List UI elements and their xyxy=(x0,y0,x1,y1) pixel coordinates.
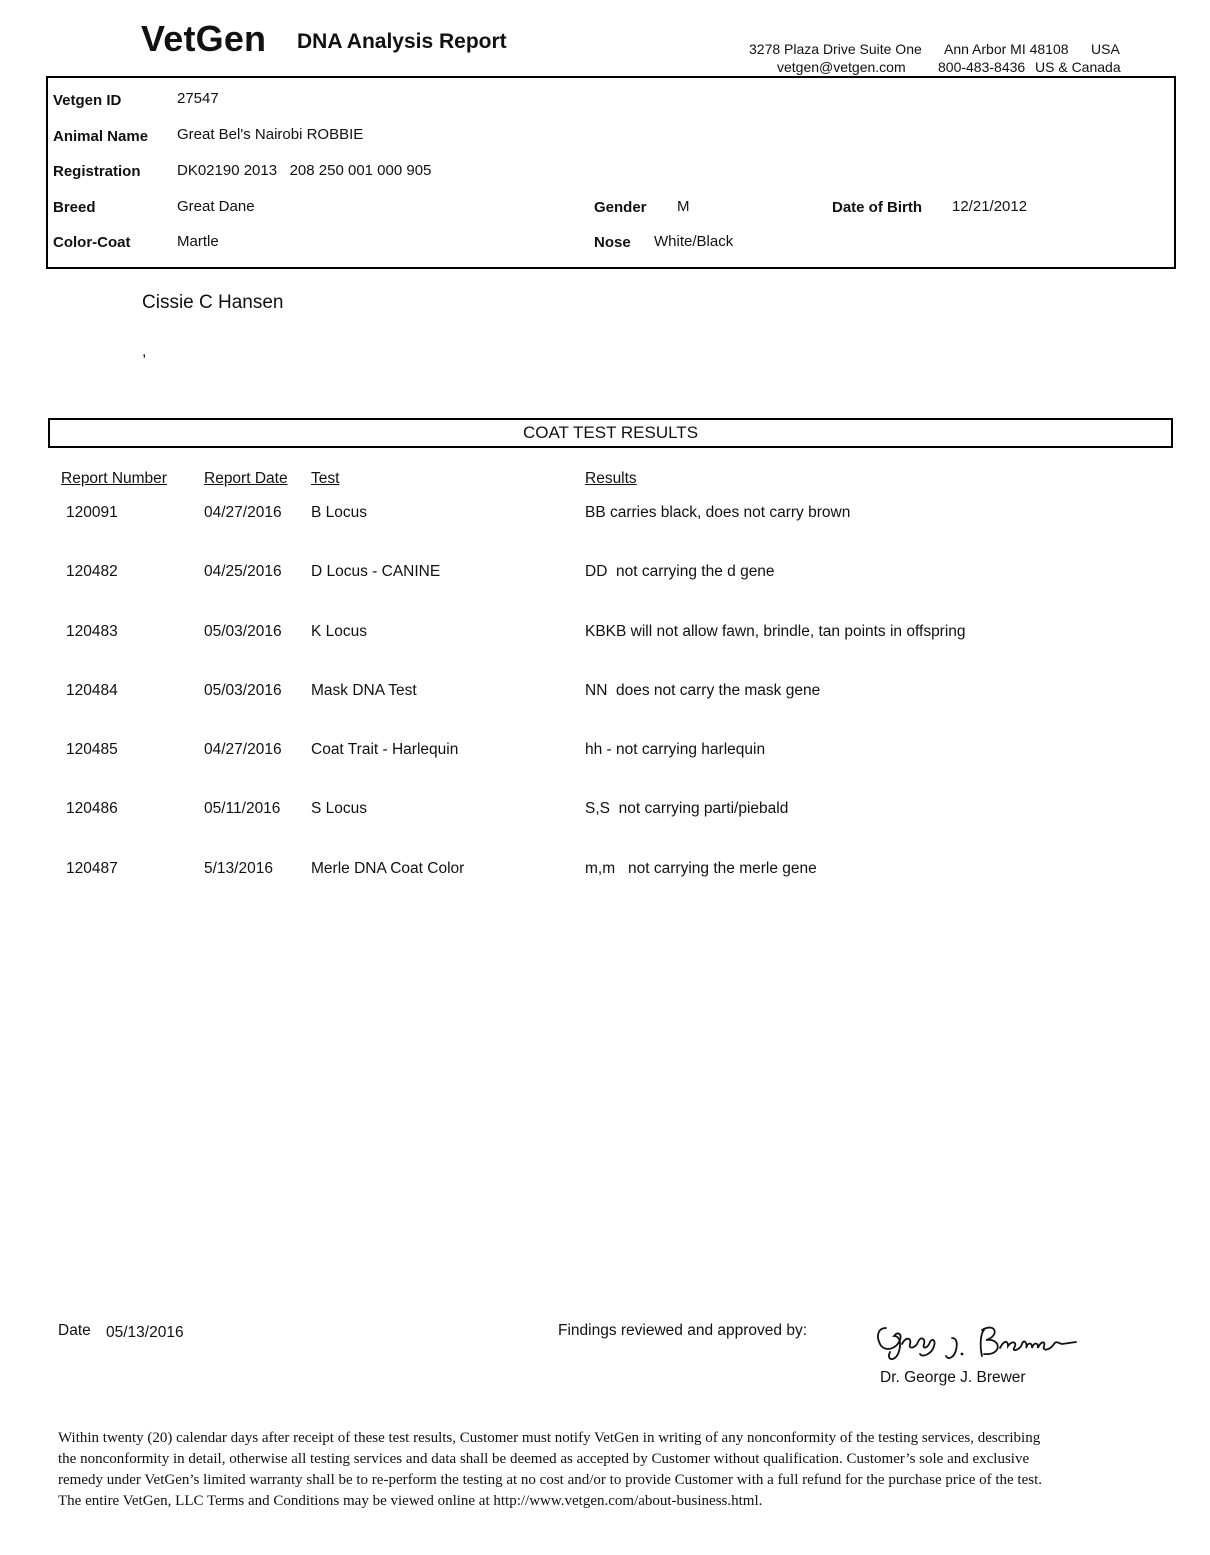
row-report-number: 120486 xyxy=(66,800,118,817)
owner-address: , xyxy=(142,343,147,360)
disclaimer-text: Within twenty (20) calendar days after receipt of these test results, Customer must notify VetGen in writing of any nonconformity of the testing services, describing the nonconformity in detail, otherwise all testing services and data shall be deemed as accepted by Customer without qualification. Customer’s sole and exclusive remedy under VetGen’s limited warranty shall be to re-perform the testing at no cost and/or to provide Customer with a full refund for the purchase price of the test. The entire VetGen, LLC Terms and Conditions may be viewed online at http://www.vetgen.com/about-business.html. xyxy=(58,1430,1043,1509)
row-result: DD not carrying the d gene xyxy=(585,563,775,580)
col-header-results: Results xyxy=(585,470,637,487)
row-report-date: 5/13/2016 xyxy=(204,860,273,877)
registration-label: Registration xyxy=(53,163,141,180)
date-label: Date xyxy=(58,1322,91,1339)
approval-label: Findings reviewed and approved by: xyxy=(558,1322,808,1339)
breed-label: Breed xyxy=(53,199,96,216)
registration-value: DK02190 2013 208 250 001 000 905 xyxy=(177,162,432,179)
row-result: NN does not carry the mask gene xyxy=(585,682,821,699)
row-result: KBKB will not allow fawn, brindle, tan points in offspring xyxy=(585,623,966,640)
country: USA xyxy=(1091,41,1120,57)
row-test: B Locus xyxy=(311,504,368,521)
col-header-report-date: Report Date xyxy=(204,470,288,487)
row-report-number: 120482 xyxy=(66,563,118,580)
city-line: Ann Arbor MI 48108 xyxy=(944,41,1069,57)
report-title: DNA Analysis Report xyxy=(297,30,507,53)
row-test: Merle DNA Coat Color xyxy=(311,860,465,877)
row-report-number: 120485 xyxy=(66,741,118,758)
animal-name-value: Great Bel's Nairobi ROBBIE xyxy=(177,126,364,143)
phone-region: US & Canada xyxy=(1035,59,1121,75)
row-result: hh - not carrying harlequin xyxy=(585,741,766,758)
row-test: Mask DNA Test xyxy=(311,682,417,699)
row-result: S,S not carrying parti/piebald xyxy=(585,800,789,817)
email: vetgen@vetgen.com xyxy=(777,59,906,75)
gender-value: M xyxy=(677,198,690,215)
row-test: Coat Trait - Harlequin xyxy=(311,741,459,758)
row-test: D Locus - CANINE xyxy=(311,563,441,580)
row-report-number: 120091 xyxy=(66,504,118,521)
row-report-number: 120487 xyxy=(66,860,118,877)
color-coat-label: Color-Coat xyxy=(53,234,131,251)
row-report-date: 05/03/2016 xyxy=(204,623,282,640)
approver-name: Dr. George J. Brewer xyxy=(880,1369,1026,1386)
owner-name: Cissie C Hansen xyxy=(142,292,284,313)
row-report-date: 04/25/2016 xyxy=(204,563,282,580)
date-value: 05/13/2016 xyxy=(106,1324,184,1341)
nose-label: Nose xyxy=(594,234,631,251)
dob-value: 12/21/2012 xyxy=(952,198,1028,215)
gender-label: Gender xyxy=(594,199,647,216)
breed-value: Great Dane xyxy=(177,198,255,215)
nose-value: White/Black xyxy=(654,233,734,250)
address-line: 3278 Plaza Drive Suite One xyxy=(749,41,922,57)
row-report-date: 04/27/2016 xyxy=(204,504,282,521)
row-report-number: 120484 xyxy=(66,682,118,699)
row-report-date: 05/11/2016 xyxy=(204,800,281,817)
row-test: K Locus xyxy=(311,623,368,640)
coat-results-title: COAT TEST RESULTS xyxy=(48,418,1173,448)
vetgen-id-value: 27547 xyxy=(177,90,219,107)
dob-label: Date of Birth xyxy=(832,199,922,216)
color-coat-value: Martle xyxy=(177,233,219,250)
row-report-date: 05/03/2016 xyxy=(204,682,282,699)
approver-signature xyxy=(872,1314,1082,1366)
vetgen-logo: VetGen xyxy=(141,18,267,59)
col-header-test: Test xyxy=(311,470,340,487)
col-header-report-number: Report Number xyxy=(61,470,167,487)
row-test: S Locus xyxy=(311,800,368,817)
phone: 800-483-8436 xyxy=(938,59,1026,75)
vetgen-id-label: Vetgen ID xyxy=(53,92,122,109)
row-result: BB carries black, does not carry brown xyxy=(585,504,851,521)
row-report-number: 120483 xyxy=(66,623,118,640)
row-result: m,m not carrying the merle gene xyxy=(585,860,817,877)
animal-name-label: Animal Name xyxy=(53,128,149,145)
row-report-date: 04/27/2016 xyxy=(204,741,282,758)
